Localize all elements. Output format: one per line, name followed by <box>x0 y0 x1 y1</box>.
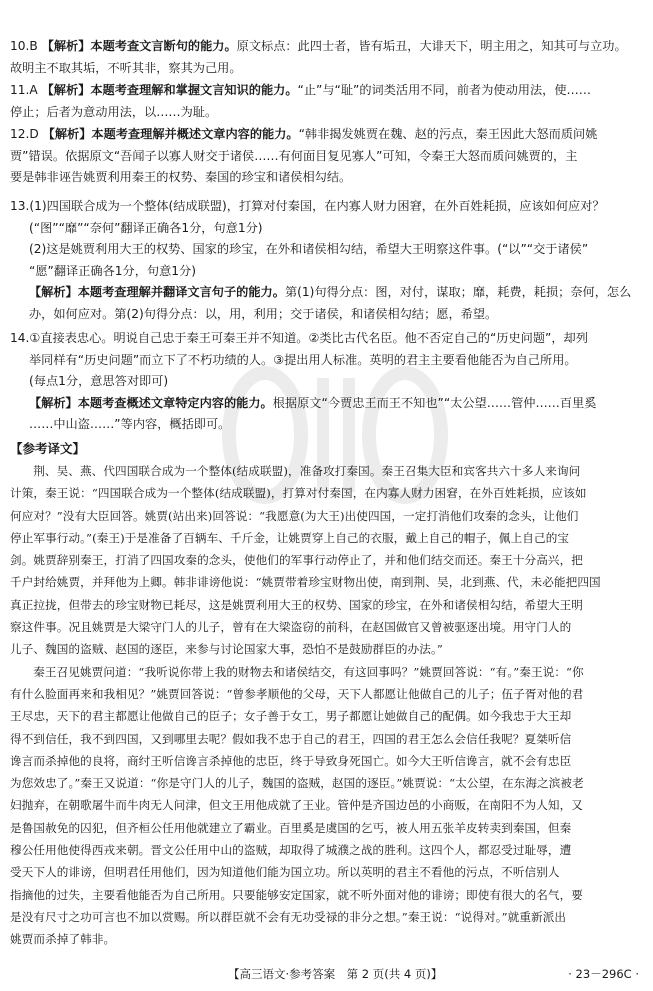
answer-14 <box>10 328 640 436</box>
footer-code: · 23－296C · <box>568 967 639 981</box>
translation-paragraph-1 <box>10 460 640 661</box>
translation-line: 是鲁国赦免的囚犯，但齐桓公任用他就建立了霸业。百里奚是虞国的乞丐，被人用五张羊皮转卖到秦国，但秦 <box>10 820 572 835</box>
answer-text: ……中山盗……”等内容，概括即可。 <box>29 417 231 431</box>
translation-line: 有什么脸面再来和我相见？”姚贾回答说：“曾参孝顺他的父母，天下人都愿让他做自己的儿子；伍子胥对他的君 <box>10 686 584 701</box>
translation-line: 姚贾而杀掉了韩非。 <box>10 932 116 947</box>
answer-text: “愿”翻译正确各1分，句意1分) <box>29 263 196 278</box>
answer-text: (2)这是姚贾利用大王的权势、国家的珍宝，在外和诸侯相勾结，希望大王明察这件事。(“以”“交于诸侯” <box>29 242 589 256</box>
answer-11 <box>10 80 640 123</box>
translation-line: 受天下人的诽谤，但明君任用他们，因为知道他们能为国立功。所以英明的君主不看他的污点，不听信别人 <box>10 865 560 880</box>
answer-text: (“图”“靡”“奈何”翻译正确各1分，句意1分) <box>29 220 263 235</box>
answer-13 <box>10 196 640 325</box>
translation-line: 指摘他的过失，主要看他能否为自己所用。只要能够安定国家，就不听外面对他的诽谤；即使有很大的名气，要 <box>10 887 583 902</box>
translation-line: 是没有尺寸之功可言也不加以赏赐。所以群臣就不会有无功受禄的非分之想。”秦王说：“说得对。”就重新派出 <box>10 909 567 924</box>
translation-line: 察这件事。况且姚贾是大梁守门人的儿子，曾有在大梁盗窃的前科，在赵国做官又曾被驱逐出境。用守门人的 <box>10 620 572 635</box>
analysis-tag: 【解析】本题考查文言断句的能力。 <box>41 39 237 53</box>
answer-text: 停止；后者为意动用法，以……为耻。 <box>10 104 218 119</box>
answer-text: 第(1)句得分点：图，对付，谋取；靡，耗费，耗损；奈何，怎么 <box>284 285 632 299</box>
answer-choice: A <box>29 83 38 97</box>
translation-line: 为您效忠了。”秦王又说道：“你是守门人的儿子，魏国的盗贼，赵国的逐臣。”姚贾说：“太公望，在东海之滨被老 <box>10 776 584 791</box>
translation-line: 真正拉拢，但带去的珍宝财物已耗尽，这是姚贾利用大王的权势、国家的珍宝，在外和诸侯相勾结，希望大王明 <box>10 597 583 612</box>
answer-text: (每点1分，意思答对即可) <box>29 374 169 388</box>
reference-translation-heading: 【参考译文】 <box>10 441 86 456</box>
translation-line: 秦王召见姚贾问道：“我听说你带上我的财物去和诸侯结交，有这回事吗？”姚贾回答说：“有。”秦王说：“你 <box>33 664 584 679</box>
analysis-tag: 【解析】本题考查理解并概述文章内容的能力。 <box>42 127 299 141</box>
answer-text: ①直接表忠心。明说自己忠于秦王可秦王并不知道。②类比古代名臣。他不否定自己的“历史问题”，却列 <box>29 331 588 345</box>
answer-number: 11. <box>10 83 30 97</box>
answer-text: 举同样有“历史问题”而立下了不朽功绩的人。③提出用人标准。英明的君主主要看他能否为自己所用。 <box>29 352 577 367</box>
translation-paragraph-2 <box>10 661 640 951</box>
translation-body <box>10 460 640 951</box>
answer-number: 13. <box>10 199 30 213</box>
analysis-tag: 【解析】本题考查概述文章特定内容的能力。 <box>29 395 273 410</box>
analysis-tag: 【解析】本题考查理解和掌握文言知识的能力。 <box>41 83 298 97</box>
translation-line: 儿子、魏国的盗贼、赵国的逐臣，来参与讨论国家大事，恐怕不是鼓励群臣的办法。” <box>10 642 443 657</box>
analysis-tag: 【解析】本题考查理解并翻译文言句子的能力。 <box>29 285 285 299</box>
answer-text: “韩非揭发姚贾在魏、赵的污点，秦王因此大怒而质问姚 <box>298 127 598 141</box>
translation-line: 谗言而杀掉他的良将，商纣王听信谗言杀掉他的忠臣，终于导致身死国亡。如今大王听信谗言，就不会有忠臣 <box>10 753 572 768</box>
answer-text: (1)四国联合成为一个整体(结成联盟)，打算对付秦国，在内寡人财力困窘，在外百姓耗损，应该如何应对？ <box>29 199 605 213</box>
answer-text: 故明主不取其垢，不听其非，察其为己用。 <box>10 60 242 75</box>
translation-line: 千户封给姚贾，并拜他为上卿。韩非诽谤他说：“姚贾带着珍宝财物出使，南到荆、吴，北到燕、代，未必能把四国 <box>10 575 601 590</box>
translation-line: 荆、吴、燕、代四国联合成为一个整体(结成联盟)，准备攻打秦国。秦王召集大臣和宾客共六十多人来询问 <box>33 464 581 478</box>
translation-line: 得不到信任，我不到四国，又到哪里去呢？假如我不忠于自己的君王，四国的君王怎么会信任我呢？夏桀听信 <box>10 731 572 746</box>
answer-number: 10. <box>10 39 30 53</box>
translation-line: 剑。姚贾辞别秦王，打消了四国攻秦的念头，使他们的军事行动停止了，并和他们结交而还。秦王十分高兴，把 <box>10 553 583 568</box>
translation-line: 妇抛弃，在朝歌屠牛而牛肉无人问津，但文王用他成就了王业。管仲是齐国边邑的小商贩，在南阳不为人知，又 <box>10 798 583 813</box>
answer-10 <box>10 36 640 79</box>
answer-text: “止”与“耻”的词类活用不同，前者为使动用法，使…… <box>297 83 591 97</box>
footer-page-info: 【高三语文·参考答案 第 2 页(共 4 页)】 <box>228 967 443 981</box>
translation-line: 何应对？”没有大臣回答。姚贾(站出来)回答说：“我愿意(为大王)出使四国，一定打消他们攻秦的念头，让他们 <box>10 508 579 523</box>
answer-text: 要是韩非诬告姚贾利用秦王的权势、秦国的珍宝和诸侯相勾结。 <box>10 170 352 184</box>
translation-line: 计策，秦王说：“四国联合成为一个整体(结成联盟)，打算对付秦国，在内寡人财力困窘，在外百姓耗损，应该如 <box>10 486 587 501</box>
answer-text: 原文标点：此四士者，皆有垢丑，大诽天下，明主用之，知其可与立功。 <box>236 39 627 53</box>
answer-choice: B <box>29 39 38 53</box>
translation-line: 王尽忠，天下的君主都愿让他做自己的臣子；女子善于女工，男子都愿让她做自己的配偶。如今我忠于大王却 <box>10 709 572 724</box>
answer-text: 办，如何应对。第(2)句得分点：以，用，利用；交于诸侯，和诸侯相勾结；愿，希望。 <box>29 306 498 321</box>
answer-text: 根据原文“今贾忠王而王不知也”“太公望……管仲……百里奚 <box>272 395 597 410</box>
translation-line: 停止军事行动。”(秦王)于是准备了百辆车、千斤金，让姚贾穿上自己的衣服，戴上自己的帽子，佩上自己的宝 <box>10 530 570 545</box>
answer-choice: D <box>29 127 39 141</box>
answer-number: 14. <box>10 331 30 345</box>
translation-line: 穆公任用他使得西戎来朝。晋文公任用中山的盗贼，却取得了城濮之战的胜利。这四个人，都忍受过耻辱，遭 <box>10 843 572 858</box>
answer-number: 12. <box>10 127 30 141</box>
answer-text: 贾”错误。依据原文“吾闻子以寡人财交于诸侯……有何面目复见寡人”可知，令秦王大怒而质问姚贾的，主 <box>10 148 578 163</box>
answer-12 <box>10 124 640 189</box>
